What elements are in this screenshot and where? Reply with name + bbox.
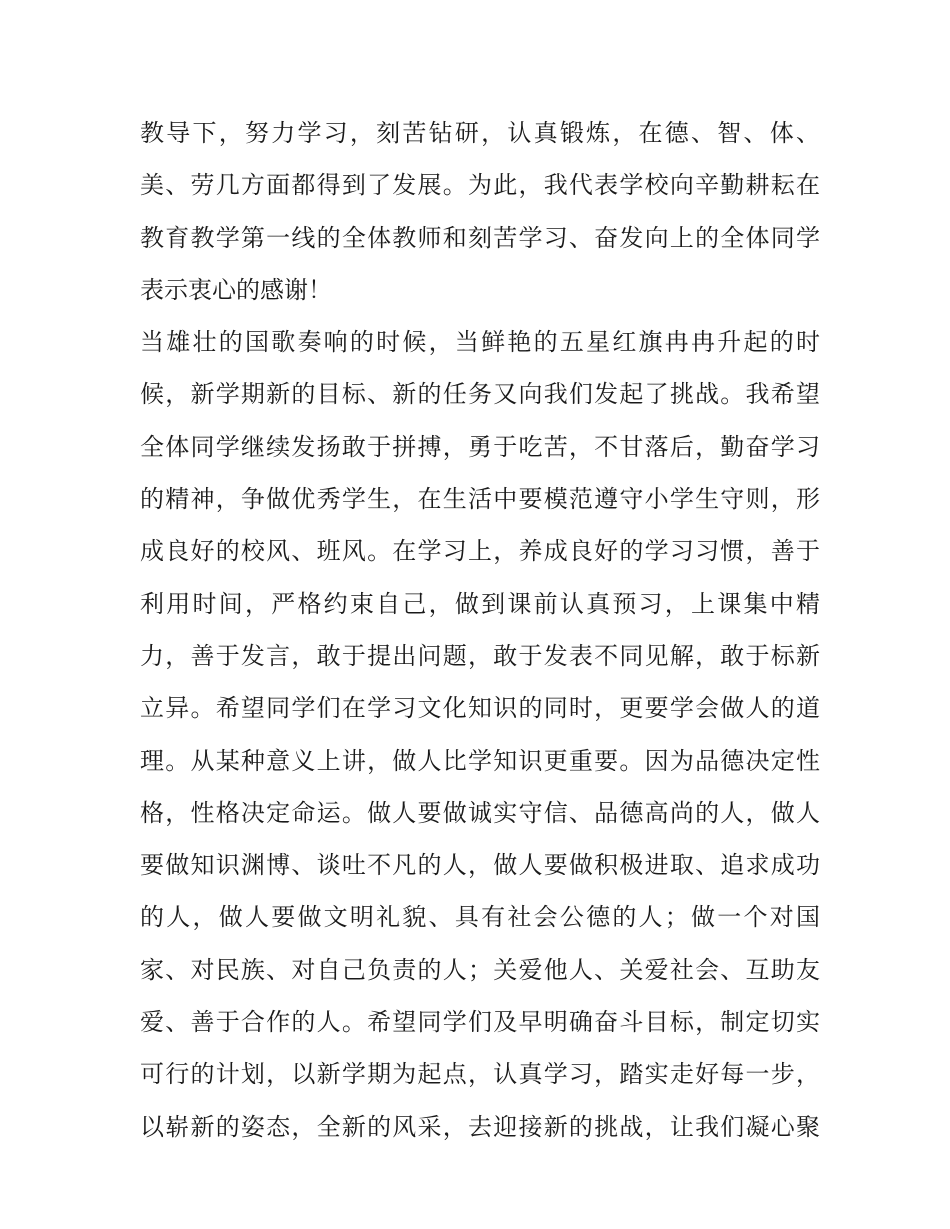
text-line: 以崭新的姿态，全新的风采，去迎接新的挑战，让我们凝心聚 <box>140 1112 820 1141</box>
text-line: 候，新学期新的目标、新的任务又向我们发起了挑战。我希望 <box>140 380 820 409</box>
text-line: 格，性格决定命运。做人要做诚实守信、品德高尚的人，做人 <box>140 798 820 827</box>
text-line: 的精神，争做优秀学生，在生活中要模范遵守小学生守则，形 <box>140 485 820 514</box>
text-line: 美、劳几方面都得到了发展。为此，我代表学校向辛勤耕耘在 <box>140 171 820 200</box>
text-line: 家、对民族、对自己负责的人；关爱他人、关爱社会、互助友 <box>140 955 820 984</box>
text-line: 全体同学继续发扬敢于拼搏，勇于吃苦，不甘落后，勤奋学习 <box>140 432 820 461</box>
text-line-paragraph-end: 表示衷心的感谢！ <box>140 275 332 304</box>
text-line: 爱、善于合作的人。希望同学们及早明确奋斗目标，制定切实 <box>140 1008 820 1037</box>
text-line: 理。从某种意义上讲，做人比学知识更重要。因为品德决定性 <box>140 746 820 775</box>
text-line: 教育教学第一线的全体教师和刻苦学习、奋发向上的全体同学 <box>140 223 820 252</box>
body-text <box>140 107 820 1153</box>
text-line: 利用时间，严格约束自己，做到课前认真预习，上课集中精 <box>140 589 820 618</box>
text-line: 立异。希望同学们在学习文化知识的同时，更要学会做人的道 <box>140 694 820 723</box>
text-line: 当雄壮的国歌奏响的时候，当鲜艳的五星红旗冉冉升起的时 <box>140 328 820 357</box>
text-line: 教导下，努力学习，刻苦钻研，认真锻炼，在德、智、体、 <box>140 119 820 147</box>
text-line: 可行的计划，以新学期为起点，认真学习，踏实走好每一步， <box>140 1060 820 1089</box>
text-line: 要做知识渊博、谈吐不凡的人，做人要做积极进取、追求成功 <box>140 851 820 880</box>
text-line: 力，善于发言，敢于提出问题，敢于发表不同见解，敢于标新 <box>140 641 820 670</box>
text-line: 的人，做人要做文明礼貌、具有社会公德的人；做一个对国 <box>140 903 820 932</box>
text-line: 成良好的校风、班风。在学习上，养成良好的学习习惯，善于 <box>140 537 820 566</box>
